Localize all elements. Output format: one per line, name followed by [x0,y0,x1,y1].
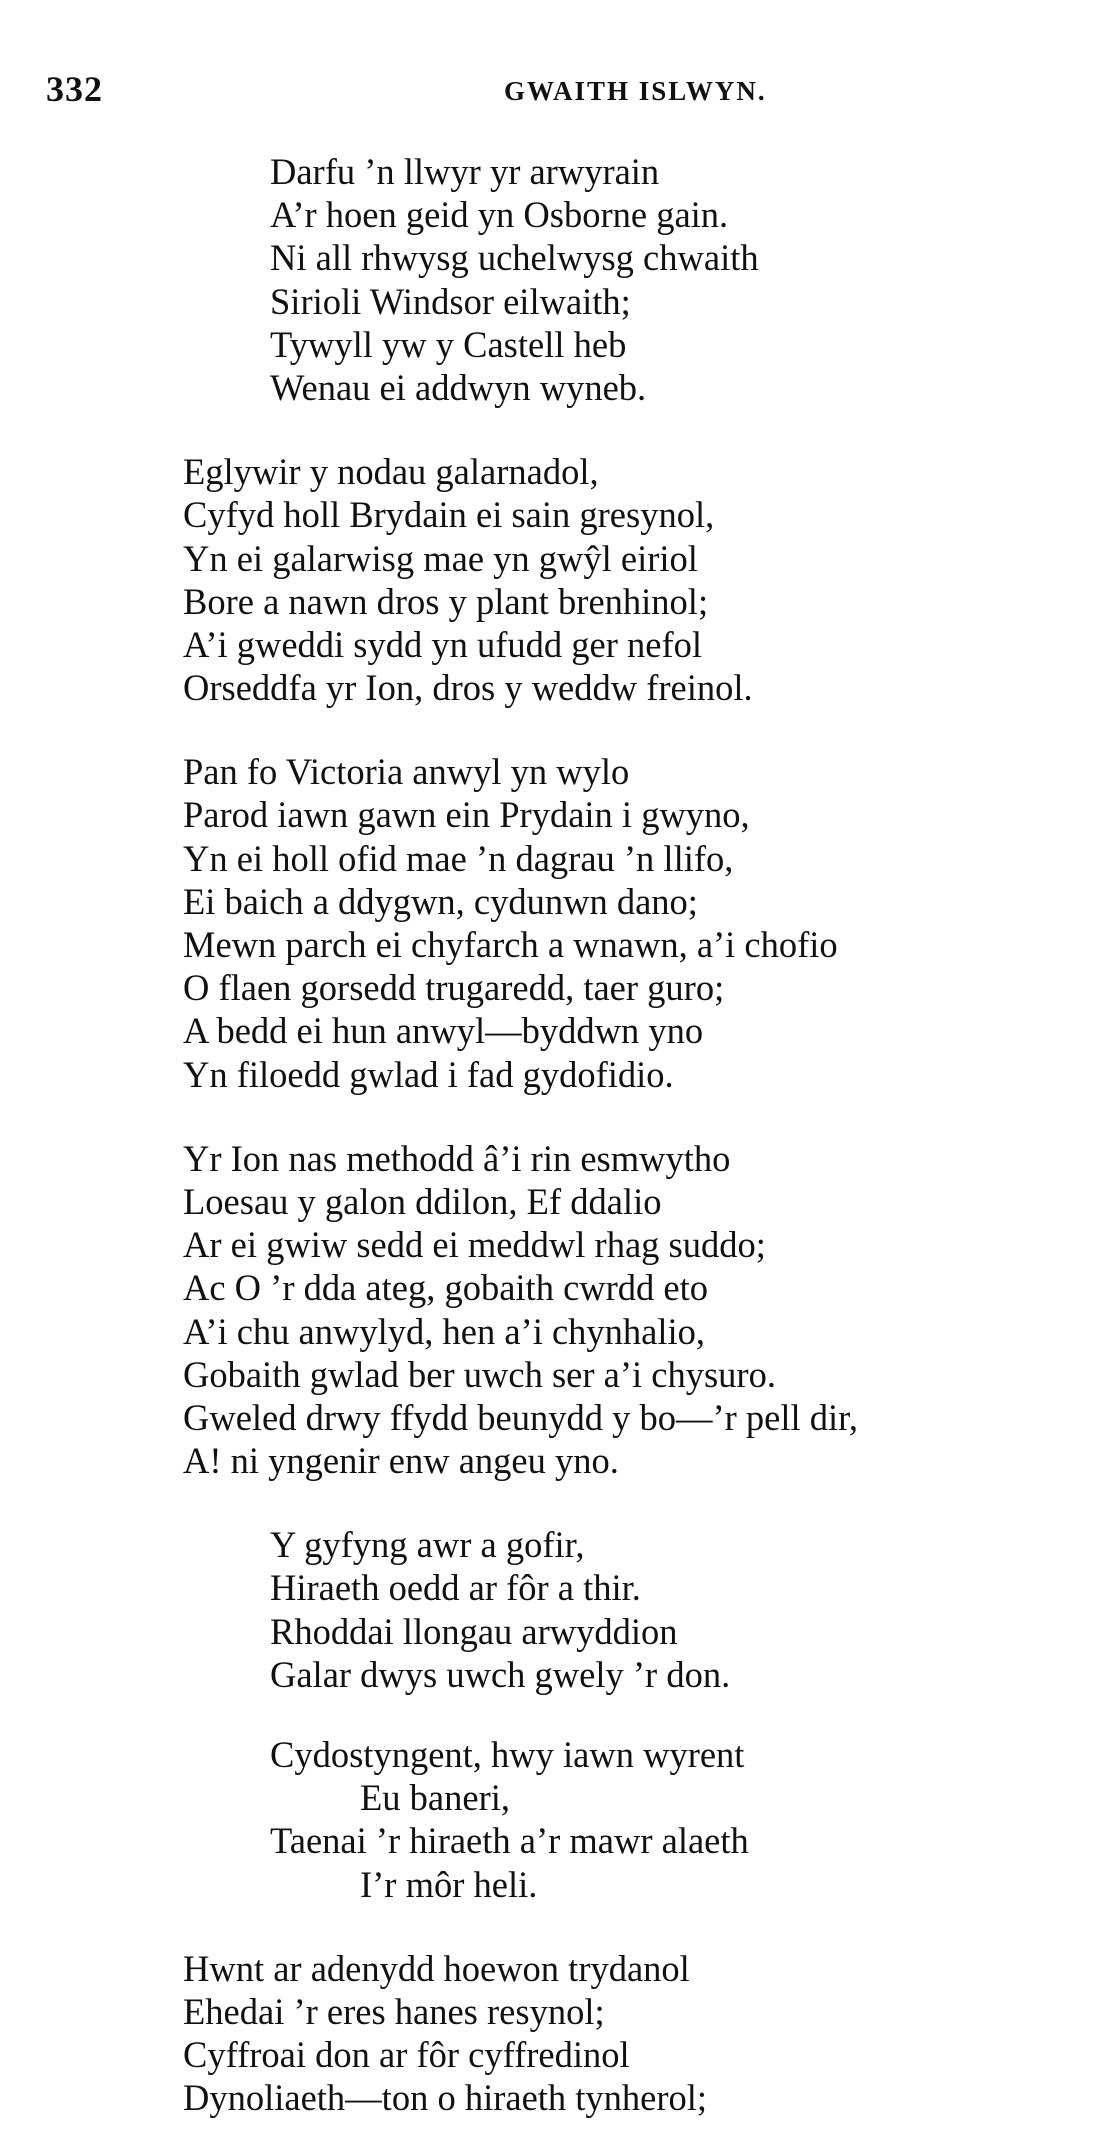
poem-line: I’r môr heli. [360,1863,538,1905]
stanza-gap [0,1482,1098,1523]
poem-line: A’i gweddi sydd yn ufudd ger nefol [183,623,703,665]
poem-line: Ar ei gwiw sedd ei meddwl rhag suddo; [183,1224,766,1266]
poem-line: Ei baich a ddygwn, cydunwn dano; [183,880,698,922]
poem-line: Hwnt ar adenydd hoewon trydanol [183,1947,690,1989]
poem-line: Parod iawn gawn ein Prydain i gwyno, [183,794,750,836]
running-title: GWAITH ISLWYN. [504,76,767,106]
poem-line: Pan fo Victoria anwyl yn wylo [183,751,630,793]
stanza-7 [0,1947,1098,2120]
poem-line: Cyfyd holl Brydain ei sain gresynol, [183,494,715,536]
poem-line: Ac O ’r dda ateg, gobaith cwrdd eto [183,1267,709,1309]
stanza-gap [0,709,1098,750]
poem-line: Cyffroai don ar fôr cyffredinol [183,2034,630,2076]
poem-line: Eu baneri, [360,1777,510,1819]
poem-line: Yn ei holl ofid mae ’n dagrau ’n llifo, [183,837,734,879]
poem-line: Yr Ion nas methodd â’i rin esmwytho [183,1137,731,1179]
poem-line: Taenai ’r hiraeth a’r mawr alaeth [270,1820,749,1862]
poem-line: A! ni yngenir enw angeu yno. [183,1440,619,1482]
poem-line: Loesau y galon ddilon, Ef ddalio [183,1180,662,1222]
stanza-gap [0,1096,1098,1137]
poem-line: Ni all rhwysg uchelwysg chwaith [270,237,759,279]
poem-line: Gobaith gwlad ber uwch ser a’i chysuro. [183,1353,776,1395]
poem-line: O flaen gorsedd trugaredd, taer guro; [183,967,725,1009]
stanza-1 [0,150,1098,409]
poem-line: Bore a nawn dros y plant brenhinol; [183,580,709,622]
poem-line: Mewn parch ei chyfarch a wnawn, a’i chofio [183,924,838,965]
stanza-6 [0,1733,1098,1906]
poem-line: Darfu ’n llwyr yr arwyrain [270,151,660,192]
poem-line: Galar dwys uwch gwely ’r don. [270,1653,731,1695]
stanza-3 [0,750,1098,1096]
poem-line: Rhoddai llongau arwyddion [270,1610,678,1652]
poem-line: Ehedai ’r eres hanes resynol; [183,1990,605,2032]
stanza-gap [0,1696,1098,1733]
stanza-4 [0,1137,1098,1483]
poem-line: A’i chu anwylyd, hen a’i chynhalio, [183,1310,706,1352]
poem-line: Dynoliaeth—ton o hiraeth tynherol; [183,2077,708,2119]
page-header [46,68,1026,118]
poem-body [0,150,1098,2120]
poem-line: Yn filoedd gwlad i fad gydofidio. [183,1053,674,1095]
stanza-5 [0,1523,1098,1696]
poem-line: Cydostyngent, hwy iawn wyrent [270,1734,745,1775]
poem-line: Tywyll yw y Castell heb [270,323,627,365]
stanza-gap [0,409,1098,450]
stanza-gap [0,1906,1098,1947]
poem-line: A bedd ei hun anwyl—byddwn yno [183,1010,704,1052]
poem-line: Hiraeth oedd ar fôr a thir. [270,1567,641,1609]
poem-line: Sirioli Windsor eilwaith; [270,280,631,322]
poem-line: Wenau ei addwyn wyneb. [270,366,647,408]
poem-line: Yn ei galarwisg mae yn gwŷl eiriol [183,537,698,579]
poem-line: Orseddfa yr Ion, dros y weddw freinol. [183,667,753,709]
poem-line: A’r hoen geid yn Osborne gain. [270,194,729,236]
page-number: 332 [46,69,103,109]
poem-line: Gweled drwy ffydd beunydd y bo—’r pell dir, [183,1396,859,1438]
poem-line: Eglywir y nodau galarnadol, [183,451,599,493]
stanza-2 [0,450,1098,709]
poem-line: Y gyfyng awr a gofir, [270,1524,585,1566]
